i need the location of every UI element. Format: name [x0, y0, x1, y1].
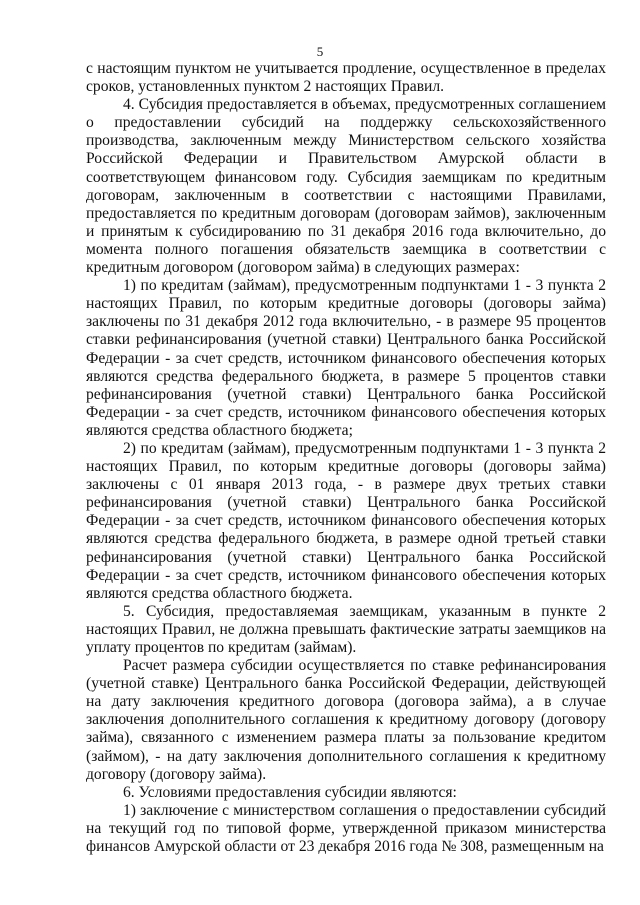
- paragraph-clause-6: 6. Условиями предоставления субсидии являются:: [123, 783, 457, 801]
- page-number: 5: [316, 44, 324, 59]
- paragraph-condition-1: 1) заключение с министерством соглашения о предоставлении субсидий на текущий год по типовой форме, утвержденной приказом министерства финансов Амурской области от 23 декабря 2016 года № 308, размещенным на: [86, 801, 606, 856]
- paragraph-subclause-1: 1) по кредитам (займам), предусмотренным подпунктами 1 - 3 пункта 2 настоящих Правил, по которым кредитные договоры (договоры займа) заключены по 31 декабря 2012 года включительно, - в размере 95 процентов ставки рефинансирования (учетной ставки) Центрального банка Российской Федерации - за счет средств, источником финансового обеспечения которых являются средства федерального бюджета, в размере 5 процентов ставки рефинансирования (учетной ставки) Центрального банка Российской Федерации - за счет средств, источником финансового обеспечения которых являются средства областного бюджета;: [86, 277, 606, 439]
- document-body: [86, 60, 606, 856]
- paragraph-calculation: Расчет размера субсидии осуществляется по ставке рефинансирования (учетной ставке) Центрального банка Российской Федерации, действующей на дату заключения кредитного договора (договора займа), а в случае заключения дополнительного соглашения к кредитному договору (договору займа), связанного с изменением размера платы за пользование кредитом (займом), - на дату заключения дополнительного соглашения к кредитному договору (договору займа).: [86, 657, 606, 783]
- paragraph-clause-4: 4. Субсидия предоставляется в объемах, предусмотренных соглашением о предоставлении субсидий на поддержку сельскохозяйственного производства, заключенным между Министерством сельского хозяйства Российской Федерации и Правительством Амурской области в соответствующем финансовом году. Субсидия заемщикам по кредитным договорам, заключенным в соответствии с настоящими Правилами, предоставляется по кредитным договорам (договорам займов), заключенным и принятым к субсидированию по 31 декабря 2016 года включительно, до момента полного погашения обязательств заемщика в соответствии с кредитным договором (договором займа) в следующих размерах:: [86, 96, 606, 277]
- paragraph-subclause-2: 2) по кредитам (займам), предусмотренным подпунктами 1 - 3 пункта 2 настоящих Правил, по которым кредитные договоры (договоры займа) заключены с 01 января 2013 года, - в размере двух третьих ставки рефинансирования (учетной ставки) Центрального банка Российской Федерации - за счет средств, источником финансового обеспечения которых являются средства федерального бюджета, в размере одной третьей ставки рефинансирования (учетной ставки) Центрального банка Российской Федерации - за счет средств, источником финансового обеспечения которых являются средства областного бюджета.: [86, 439, 606, 602]
- paragraph-clause-5: 5. Субсидия, предоставляемая заемщикам, указанным в пункте 2 настоящих Правил, не должна превышать фактические затраты заемщиков на уплату процентов по кредитам (займам).: [86, 602, 606, 656]
- paragraph-continuation: с настоящим пунктом не учитывается продление, осуществленное в пределах сроков, установленных пунктом 2 настоящих Правил.: [86, 60, 606, 96]
